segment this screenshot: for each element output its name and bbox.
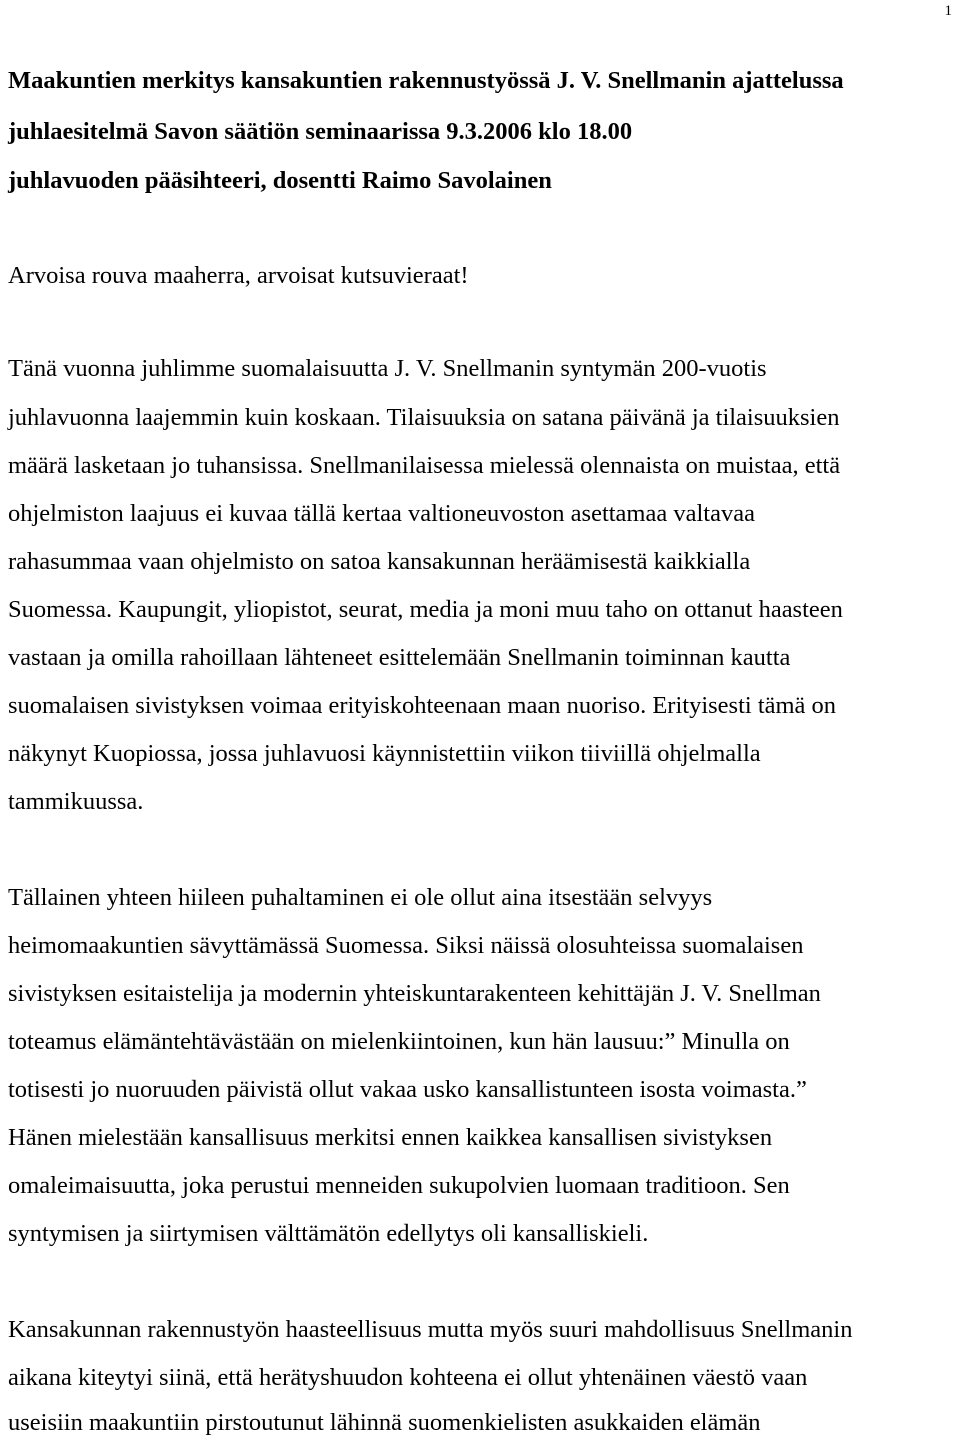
paragraph-line: juhlavuonna laajemmin kuin koskaan. Tilaisuuksia on satana päivänä ja tilaisuuksien (8, 404, 840, 431)
paragraph-line: syntymisen ja siirtymisen välttämätön edellytys oli kansalliskieli. (8, 1220, 649, 1247)
paragraph-line: omaleimaisuutta, joka perustui menneiden sukupolvien luomaan traditioon. Sen (8, 1172, 790, 1199)
paragraph-line: sivistyksen esitaistelija ja modernin yhteiskuntarakenteen kehittäjän J. V. Snellman (8, 980, 821, 1007)
paragraph-line: tammikuussa. (8, 788, 144, 815)
paragraph-line: Tällainen yhteen hiileen puhaltaminen ei ole ollut aina itsestään selvyys (8, 884, 713, 911)
page-number: 1 (944, 3, 952, 19)
paragraph-line: Tänä vuonna juhlimme suomalaisuutta J. V. Snellmanin syntymän 200-vuotis (8, 355, 767, 382)
title-line: juhlaesitelmä Savon säätiön seminaarissa 9.3.2006 klo 18.00 (8, 118, 633, 145)
paragraph-line: suomalaisen sivistyksen voimaa erityiskohteenaan maan nuoriso. Erityisesti tämä on (8, 692, 837, 719)
paragraph-line: useisiin maakuntiin pirstoutunut lähinnä suomenkielisten asukkaiden elämän (8, 1409, 761, 1436)
paragraph-line: Suomessa. Kaupungit, yliopistot, seurat, media ja moni muu taho on ottanut haasteen (8, 596, 843, 623)
paragraph-line: heimomaakuntien sävyttämässä Suomessa. Siksi näissä olosuhteissa suomalaisen (8, 932, 804, 959)
paragraph-line: vastaan ja omilla rahoillaan lähteneet esittelemään Snellmanin toiminnan kautta (8, 644, 791, 671)
paragraph-line: Hänen mielestään kansallisuus merkitsi ennen kaikkea kansallisen sivistyksen (8, 1124, 773, 1151)
greeting: Arvoisa rouva maaherra, arvoisat kutsuvieraat! (8, 262, 469, 289)
paragraph-line: aikana kiteytyi siinä, että herätyshuudon kohteena ei ollut yhtenäinen väestö vaan (8, 1364, 808, 1391)
paragraph-line: määrä lasketaan jo tuhansissa. Snellmanilaisessa mielessä olennaista on muistaa, että (8, 452, 841, 479)
title-line: Maakuntien merkitys kansakuntien rakennustyössä J. V. Snellmanin ajattelussa (8, 67, 844, 94)
paragraph-line: Kansakunnan rakennustyön haasteellisuus mutta myös suuri mahdollisuus Snellmanin (8, 1316, 853, 1343)
paragraph-line: rahasummaa vaan ohjelmisto on satoa kansakunnan heräämisestä kaikkialla (8, 548, 751, 575)
paragraph-line: toteamus elämäntehtävästään on mielenkiintoinen, kun hän lausuu:” Minulla on (8, 1028, 790, 1055)
paragraph-line: totisesti jo nuoruuden päivistä ollut vakaa usko kansallistunteen isosta voimasta.” (8, 1076, 807, 1103)
paragraph-line: ohjelmiston laajuus ei kuvaa tällä kertaa valtioneuvoston asettamaa valtavaa (8, 500, 755, 527)
paragraph-line: näkynyt Kuopiossa, jossa juhlavuosi käynnistettiin viikon tiiviillä ohjelmalla (8, 740, 761, 767)
title-line: juhlavuoden pääsihteeri, dosentti Raimo Savolainen (8, 167, 552, 194)
